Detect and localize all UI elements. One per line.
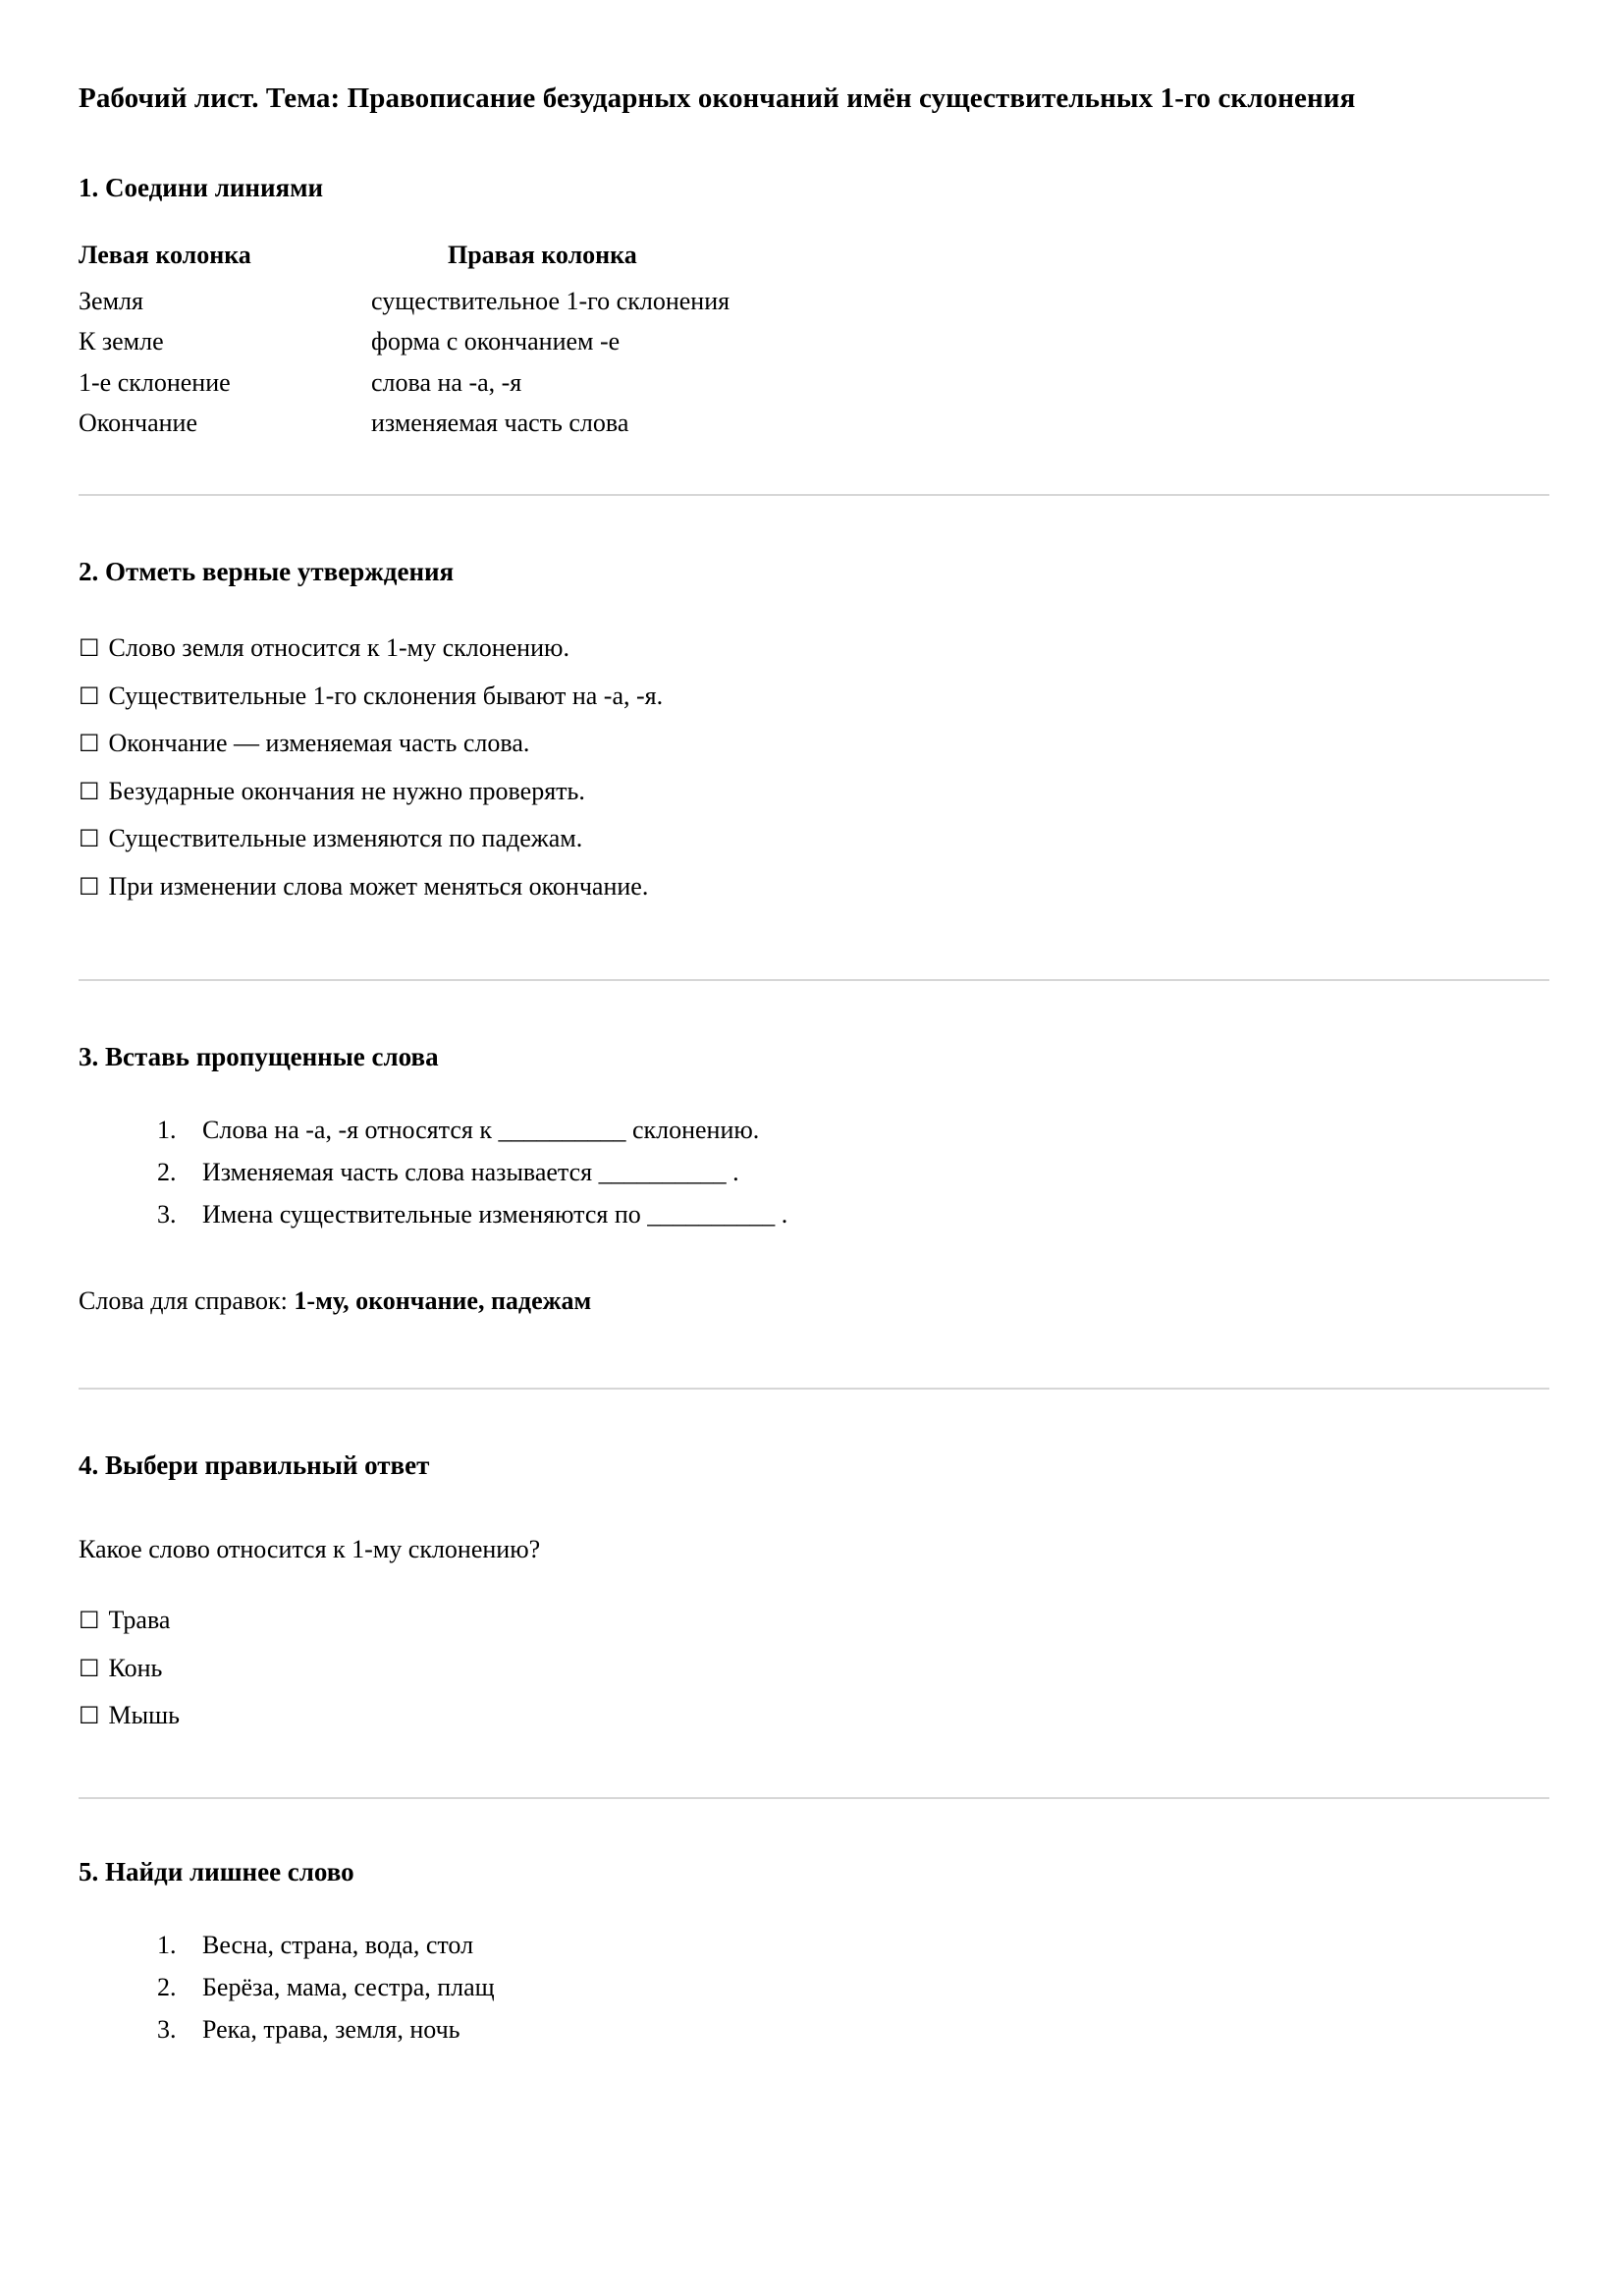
section-divider	[79, 979, 1549, 981]
checkbox-icon[interactable]: ☐	[79, 1656, 100, 1682]
statement-label: Существительные 1-го склонения бывают на -а, -я.	[108, 681, 664, 710]
table-header-right-column: Правая колонка	[448, 240, 637, 269]
statement-label: При изменении слова может меняться окончание.	[108, 871, 649, 901]
page-title: Рабочий лист. Тема: Правописание безударных окончаний имён существительных 1-го склонения	[79, 82, 1356, 114]
list-item[interactable]: 1. Слова на -а, -я относятся к __________ склонению.	[183, 1114, 1549, 1147]
match-left-item[interactable]: 1-е склонение	[79, 367, 231, 397]
section-1-heading: 1. Соедини линиями	[79, 172, 324, 202]
answer-choice-label: Трава	[108, 1606, 171, 1635]
match-left-item[interactable]: К земле	[79, 327, 164, 356]
list-item[interactable]	[79, 823, 1549, 855]
list-item[interactable]	[79, 728, 1549, 760]
checkbox-icon[interactable]: ☐	[79, 1609, 100, 1635]
question-prompt: Какое слово относится к 1-му склонению?	[79, 1534, 541, 1563]
table-header-left-column: Левая колонка	[79, 240, 251, 269]
answer-choice-list	[79, 1605, 1549, 1732]
answer-choice-label: Конь	[108, 1653, 163, 1682]
section-2-heading: 2. Отметь верные утверждения	[79, 557, 455, 587]
reference-words-value: 1-му, окончание, падежам	[294, 1285, 592, 1315]
list-item[interactable]	[79, 1605, 1549, 1637]
checkbox-icon[interactable]: ☐	[79, 683, 100, 710]
checkbox-icon[interactable]: ☐	[79, 1704, 100, 1730]
match-right-item[interactable]: изменяемая часть слова	[371, 408, 629, 437]
table-header-row	[79, 239, 730, 281]
checkbox-icon[interactable]: ☐	[79, 636, 100, 663]
match-left-item[interactable]: Земля	[79, 287, 143, 316]
list-item[interactable]	[79, 1700, 1549, 1732]
list-item[interactable]: 3. Река, трава, земля, ночь	[183, 2013, 1549, 2047]
match-right-item[interactable]: слова на -а, -я	[371, 367, 522, 397]
statement-label: Слово земля относится к 1-му склонению.	[108, 633, 569, 663]
table-row[interactable]	[79, 281, 730, 321]
table-row[interactable]	[79, 362, 730, 403]
list-item[interactable]	[79, 871, 1549, 903]
statement-checkbox-list	[79, 632, 1549, 902]
match-right-item[interactable]: существительное 1-го склонения	[371, 287, 730, 316]
checkbox-icon[interactable]: ☐	[79, 874, 100, 901]
odd-one-out-list	[79, 1929, 1549, 2046]
list-item[interactable]	[79, 1653, 1549, 1685]
section-divider	[79, 494, 1549, 496]
checkbox-icon[interactable]: ☐	[79, 827, 100, 853]
section-divider	[79, 1388, 1549, 1390]
statement-label: Окончание — изменяемая часть слова.	[108, 729, 530, 758]
reference-words-label: Слова для справок:	[79, 1285, 295, 1315]
list-item[interactable]: 1. Весна, страна, вода, стол	[183, 1929, 1549, 1962]
section-5-heading: 5. Найди лишнее слово	[79, 1856, 354, 1886]
checkbox-icon[interactable]: ☐	[79, 732, 100, 758]
reference-words-line	[79, 1285, 1549, 1318]
list-item[interactable]	[79, 776, 1549, 808]
statement-label: Безударные окончания не нужно проверять.	[108, 776, 585, 805]
matching-table	[79, 239, 730, 443]
list-item[interactable]	[79, 681, 1549, 713]
table-row[interactable]	[79, 321, 730, 361]
list-item[interactable]: 2. Берёза, мама, сестра, плащ	[183, 1971, 1549, 2004]
answer-choice-label: Мышь	[108, 1701, 180, 1730]
match-right-item[interactable]: форма с окончанием -е	[371, 327, 621, 356]
section-4-heading: 4. Выбери правильный ответ	[79, 1450, 430, 1481]
section-3-heading: 3. Вставь пропущенные слова	[79, 1042, 439, 1072]
statement-label: Существительные изменяются по падежам.	[108, 824, 583, 853]
table-row[interactable]	[79, 403, 730, 443]
checkbox-icon[interactable]: ☐	[79, 779, 100, 805]
match-left-item[interactable]: Окончание	[79, 408, 197, 437]
list-item[interactable]: 2. Изменяемая часть слова называется __________ .	[183, 1156, 1549, 1189]
fill-in-blank-list	[79, 1114, 1549, 1230]
list-item[interactable]	[79, 632, 1549, 665]
list-item[interactable]: 3. Имена существительные изменяются по __________ .	[183, 1198, 1549, 1231]
section-divider	[79, 1797, 1549, 1799]
